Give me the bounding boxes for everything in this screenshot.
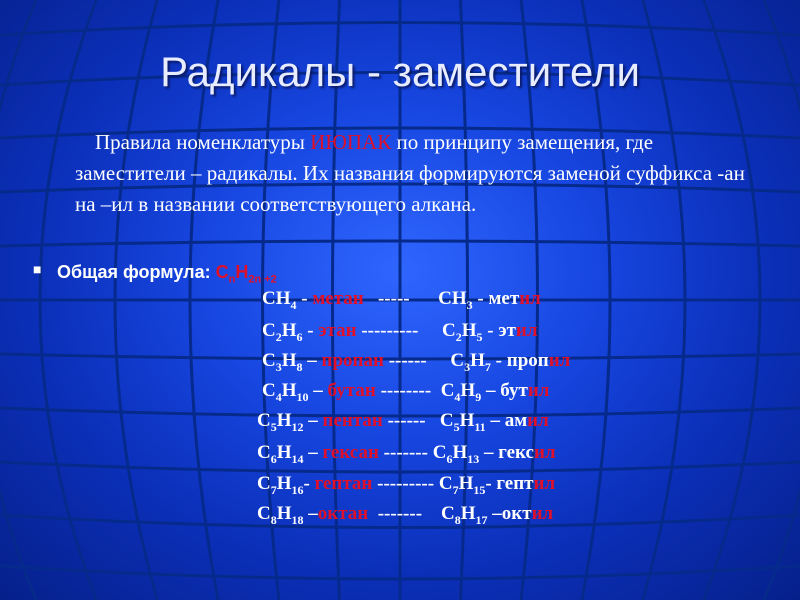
alkane-formula: $C_6H_{14}$ — [257, 442, 304, 466]
radical-stem: ам — [504, 410, 528, 431]
radical-suffix: ил — [527, 380, 550, 401]
radical-formula: $C_2H_5$ — [442, 320, 483, 344]
slide-title: Радикалы - заместители — [160, 48, 640, 95]
alkane-name: октан — [317, 503, 369, 524]
dash-separator: ------- — [378, 442, 433, 463]
separator: – — [303, 442, 323, 463]
separator: - — [485, 473, 497, 494]
radical-suffix: ил — [515, 320, 538, 341]
separator: – — [479, 442, 499, 463]
alkane-name: метан — [312, 288, 364, 309]
formula-row — [262, 350, 570, 375]
formula-row — [257, 473, 555, 498]
radical-stem: эт — [498, 320, 516, 341]
intro-text-1: Правила номенклатуры — [95, 130, 311, 154]
separator: – — [481, 380, 501, 401]
radical-stem: гекс — [498, 442, 534, 463]
radical-stem: мет — [488, 288, 520, 309]
separator: - — [296, 288, 313, 309]
radical-suffix: ил — [519, 288, 541, 309]
alkane-formula: $C_2H_6$ — [262, 320, 303, 344]
dash-separator: ------ — [382, 410, 440, 431]
alkane-name: пропан — [321, 350, 384, 371]
formula-row — [262, 288, 541, 313]
radical-stem: гепт — [496, 473, 534, 494]
alkane-name: пентан — [322, 410, 383, 431]
separator: - — [303, 473, 315, 494]
dash-separator: ------- — [368, 503, 442, 524]
radical-formula: $C_3H_7$ — [450, 350, 491, 374]
radical-formula: $C_7H_{15}$ — [438, 473, 486, 497]
separator: – — [303, 410, 323, 431]
formula-row — [257, 503, 553, 528]
dash-separator: -------- — [375, 380, 441, 401]
intro-text-2: по принципу замещения, где заместители – радикалы. Их названия формируются заменой суффикса -ан на –ил в названии соответствующего алкана. — [75, 130, 745, 216]
separator: – — [303, 503, 318, 524]
radical-stem: бут — [500, 380, 528, 401]
alkane-formula: $CH_4$ — [262, 288, 297, 312]
alkane-name: гексан — [322, 442, 379, 463]
formula-expression: $C_nH_{2n +2}$ — [215, 262, 277, 286]
alkane-name: гептан — [314, 473, 373, 494]
radical-suffix: ил — [533, 442, 556, 463]
intro-paragraph — [75, 127, 765, 220]
radical-stem: окт — [501, 503, 532, 524]
formula-row — [257, 442, 556, 467]
separator: – — [308, 380, 328, 401]
separator: – — [487, 503, 502, 524]
alkane-formula: $C_3H_8$ — [262, 350, 303, 374]
radical-suffix: ил — [548, 350, 571, 371]
separator: - — [490, 350, 507, 371]
iupac-highlight: ИЮПАК — [310, 130, 392, 154]
radical-suffix: ил — [531, 503, 554, 524]
alkane-formula: $C_7H_{16}$ — [257, 473, 304, 497]
formula-row — [257, 410, 549, 435]
radical-formula: $C_5H_{11}$ — [439, 410, 486, 434]
dash-separator: ------ — [383, 350, 451, 371]
formula-row — [262, 320, 538, 345]
radical-formula: $C_6H_{13}$ — [432, 442, 480, 466]
dash-separator: --------- — [372, 473, 439, 494]
general-formula — [33, 261, 277, 286]
alkane-name: бутан — [327, 380, 376, 401]
separator: - — [472, 288, 489, 309]
dash-separator: --------- — [356, 320, 443, 341]
formula-row — [262, 380, 549, 405]
separator: - — [482, 320, 499, 341]
separator: – — [302, 350, 322, 371]
radical-stem: проп — [506, 350, 549, 371]
alkane-name: этан — [318, 320, 357, 341]
radical-formula: $C_4H_9$ — [440, 380, 482, 404]
alkane-formula: $C_4H_{10}$ — [262, 380, 309, 404]
alkane-formula: $C_8H_{18}$ — [257, 503, 304, 527]
formula-label: Общая формула: — [57, 262, 216, 282]
dash-separator: ----- — [363, 288, 439, 309]
radical-suffix: ил — [527, 410, 549, 431]
separator: - — [302, 320, 319, 341]
separator: – — [485, 410, 505, 431]
radical-suffix: ил — [533, 473, 556, 494]
radical-formula: $C_8H_{17}$ — [441, 503, 488, 527]
radical-formula: $CH_3$ — [438, 288, 473, 312]
alkane-formula: $C_5H_{12}$ — [257, 410, 304, 434]
bullet-icon: ■ — [33, 261, 42, 277]
